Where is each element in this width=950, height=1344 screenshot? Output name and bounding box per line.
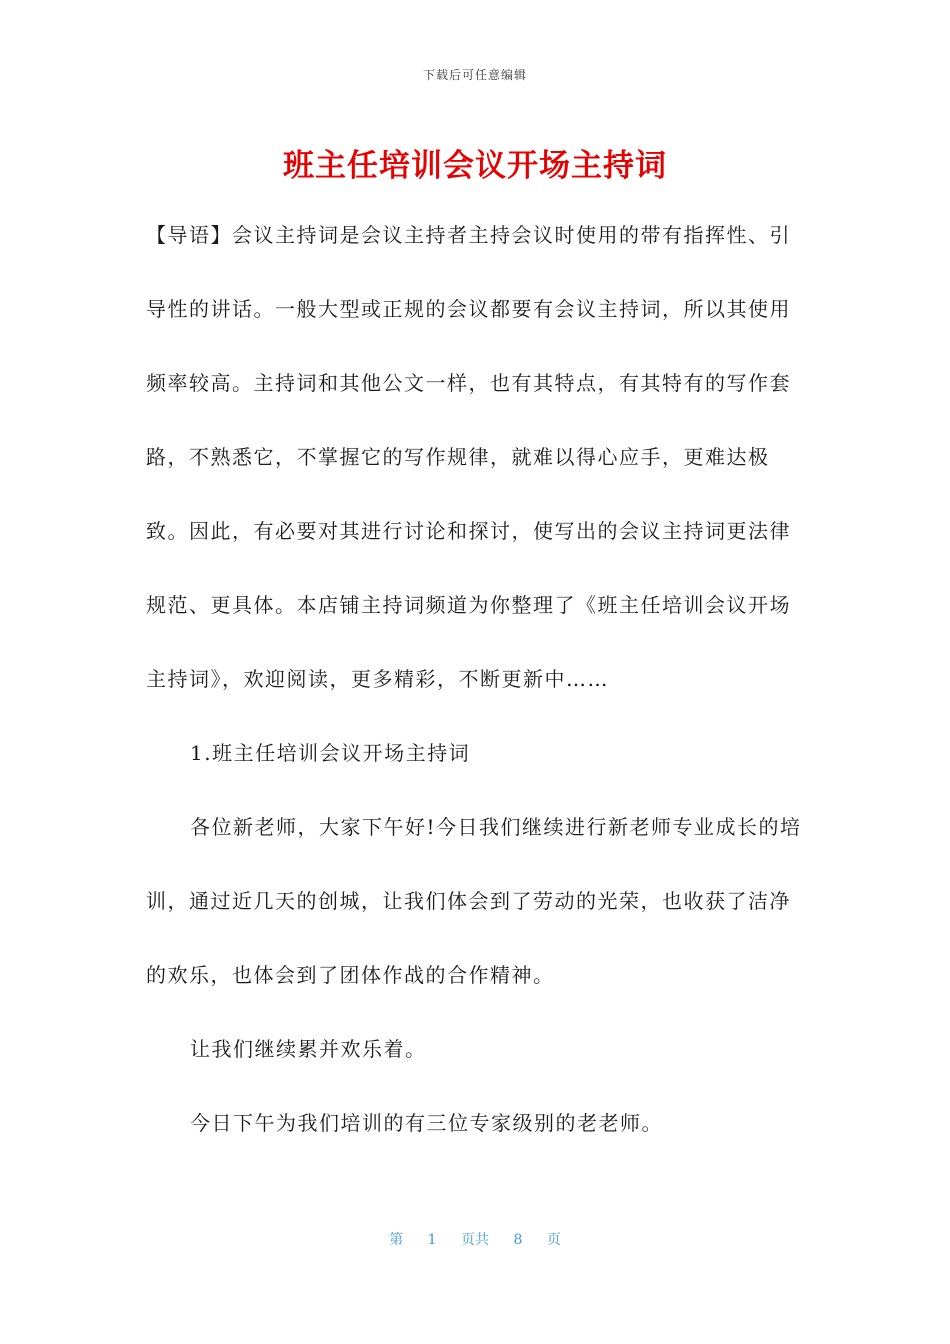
current-page-number: 1 [427, 1232, 437, 1248]
body-paragraph: 让我们继续累并欢乐着。 [190, 1037, 427, 1061]
document-body [146, 198, 806, 1160]
page-footer [0, 1229, 950, 1249]
footer-middle: 页共 [461, 1232, 489, 1248]
footer-suffix: 页 [546, 1232, 561, 1248]
footer-prefix: 第 [389, 1232, 404, 1248]
intro-paragraph: 【导语】会议主持词是会议主持者主持会议时使用的带有指挥性、引导性的讲话。一般大型或正规的会议都要有会议主持词，所以其使用频率较高。主持词和其他公文一样，也有其特点，有其特有的写作套路，不熟悉它，不掌握它的写作规律，就难以得心应手，更难达极致。因此，有必要对其进行讨论和探讨，使写出的会议主持词更法律规范、更具体。本店铺主持词频道为你整理了《班主任培训会议开场主持词》，欢迎阅读，更多精彩，不断更新中…… [146, 223, 791, 691]
header-note: 下载后可任意编辑 [422, 68, 527, 82]
section-heading: 1.班主任培训会议开场主持词 [190, 741, 471, 765]
body-paragraph: 今日下午为我们培训的有三位专家级别的老老师。 [190, 1111, 663, 1135]
total-pages-number: 8 [513, 1232, 523, 1248]
document-title: 班主任培训会议开场主持词 [283, 148, 667, 184]
body-paragraph: 各位新老师，大家下午好!今日我们继续进行新老师专业成长的培训，通过近几天的创城，让我们体会到了劳动的光荣，也收获了洁净的欢乐，也体会到了团体作战的合作精神。 [146, 815, 802, 987]
